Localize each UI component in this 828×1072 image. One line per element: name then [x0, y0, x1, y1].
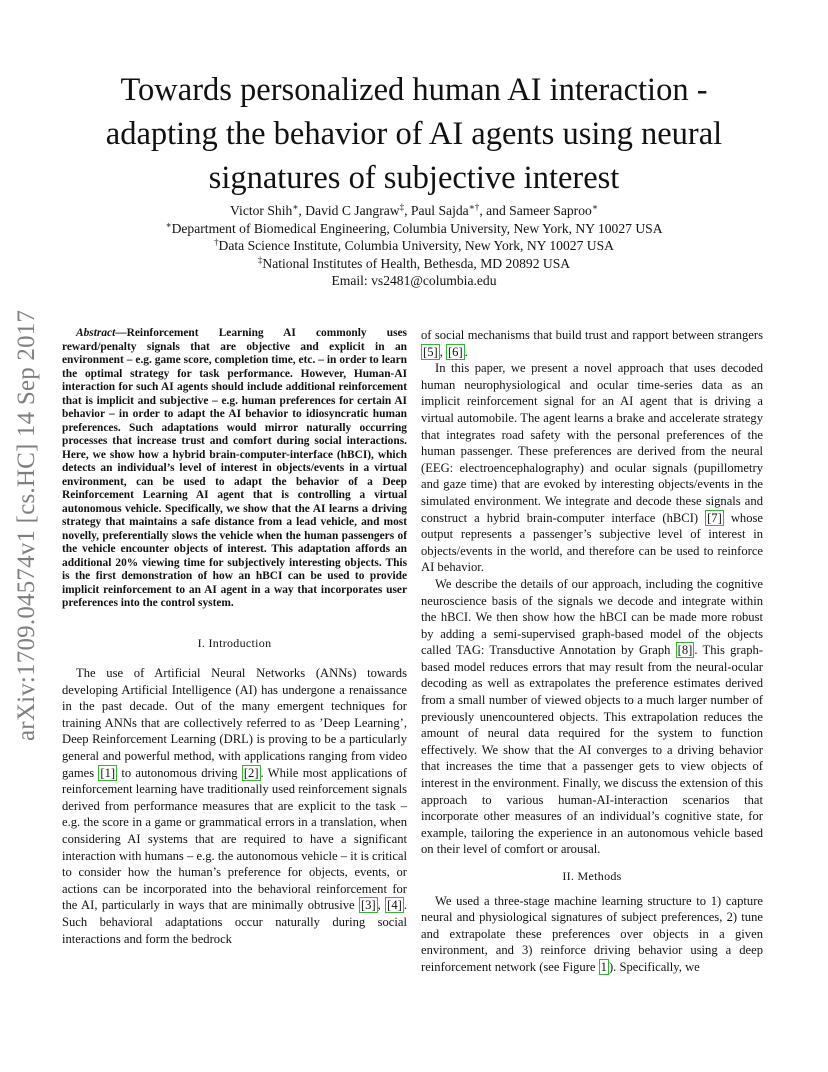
citation-link[interactable]: [8] — [677, 643, 693, 658]
arxiv-identifier: arXiv:1709.04574v1 [cs.HC] 14 Sep 2017 — [13, 309, 40, 741]
citation-link[interactable]: [6] — [447, 344, 463, 359]
author-email: Email: vs2481@columbia.edu — [331, 273, 497, 288]
abstract-label: Abstract — [76, 327, 116, 339]
figure-link[interactable]: 1 — [600, 959, 607, 974]
author-names: Victor Shih∗, David C Jangraw‡, Paul Sajda∗†, and Sameer Saproo∗ — [230, 202, 598, 218]
author-block — [60, 202, 768, 290]
intro-paragraph-continued: of social mechanisms that build trust and rapport between strangers [5] , [6] . — [421, 328, 763, 359]
intro-paragraph: In this paper, we present a novel approach that uses decoded human neurophysiological and ocular time-series data as an implicit reinforcement signal for an AI agent that is driving a virtual automobile. The agent learns a brake and accelerate strategy that integrates road safety with the personal preferences of the human passenger. These preferences are derived from the neural (EEG: electroencephalography) and ocular signals (pupillometry and gaze time) that are evoked by interesting objects/events in the simulated environment. We integrate and decode these signals and construct a hybrid brain-computer interface (hBCI) [7] whose output represents a passenger’s subjective level of interest in objects/events in the world, and therefore can be used to reinforce AI behavior. — [421, 361, 763, 575]
citation-link[interactable]: [7] — [707, 510, 722, 525]
intro-paragraph: The use of Artificial Neural Networks (ANNs) towards developing Artificial Intelligence (AI) has undergone a renaissance in the past decade. Out of the many emergent techniques for training ANNs that are collectively referred to as ’Deep Learning’, Deep Reinforcement Learning (DRL) is proving to be a particularly general and powerful method, with applications ranging from video games [1] to autonomous driving [2] . While most applications of reinforcement learning have traditionally used reinforcement signals derived from performance measures that are explicit to the task – e.g. the score in a game or grammatical errors in a translation, when considering AI systems that are required to have a significant interaction with humans – e.g. the autonomous vehicle – it is critical to consider how the human’s preference for objects, events, or actions can be incorporated into the behavioral reinforcement for the AI, particularly in ways that are minimally obtrusive [3] , [4] . Such behavioral adaptations occur naturally during social interactions and form the bedrock — [62, 666, 408, 946]
affiliation: ‡National Institutes of Health, Bethesda, MD 20892 USA — [257, 254, 571, 271]
intro-paragraph: We describe the details of our approach, including the cognitive neuroscience basis of the signals we decode and integrate within the hBCI. We then show how the hBCI can be made more robust by adding a semi-supervised graph-based model of the objects called TAG: Transductive Annotation by Graph [8] . This graph-based model reduces errors that may result from the neural-ocular decoding as well as extrapolates the preference estimates derived from a small number of viewed objects to a much larger number of previously unencountered objects. This extrapolation reduces the amount of neural data required for the system to function effectively. We show that the AI converges to a driving behavior that increases the time that a passenger gets to view objects of interest in the environment. Finally, we discuss the extension of this approach to various human-AI-interaction scenarios that incorporate other measures of an individual’s cognitive state, for example, tailoring the experience in an autonomous vehicle based on their level of comfort or arousal. — [421, 576, 763, 857]
left-column — [62, 327, 407, 947]
citation-link[interactable]: [5] — [423, 344, 438, 359]
abstract — [62, 327, 407, 611]
section-heading-introduction: I. Introduction — [197, 635, 272, 650]
paper-title — [60, 68, 768, 200]
affiliation: †Data Science Institute, Columbia University, New York, NY 10027 USA — [214, 237, 614, 253]
title-line: adapting the behavior of AI agents using neural — [105, 116, 723, 152]
affiliation: ∗Department of Biomedical Engineering, Columbia University, New York, NY 10027 USA — [165, 219, 663, 236]
citation-link[interactable]: [2] — [243, 765, 259, 780]
title-line: Towards personalized human AI interaction - — [120, 72, 708, 108]
section-heading-methods: II. Methods — [562, 869, 622, 883]
methods-paragraph: We used a three-stage machine learning structure to 1) capture neural and physiological signatures of subject preferences, 2) tune and extrapolate these preferences over objects in a given environment, and 3) reinforce driving behavior using a deep reinforcement network (see Figure 1 ). Specifically, we — [421, 893, 763, 974]
citation-link[interactable]: [1] — [100, 765, 116, 780]
right-column — [421, 327, 763, 976]
abstract-text: —Reinforcement Learning AI commonly uses reward/penalty signals that are objective and explicit in an environment – e.g. game score, completion time, etc. – in order to learn the optimal strategy for task performance. However, Human-AI interaction for such AI agents should include additional reinforcement that is implicit and subjective – e.g. human preferences for certain AI behavior – in order to adapt the AI behavior to idiosyncratic human preferences. Such adaptations would mirror naturally occurring processes that increase trust and comfort during social interactions. Here, we show how a hybrid brain-computer-interface (hBCI), which detects an individual’s level of interest in objects/events in a virtual environment, can be used to adapt the behavior of a Deep Reinforcement Learning AI agent that is controlling a virtual autonomous vehicle. Specifically, we show that the AI learns a driving strategy that maintains a safe distance from a lead vehicle, and most novelly, preferentially slows the vehicle when the human passengers of the vehicle encounter objects of interest. This adaptation affords an additional 20% viewing time for subjectively interesting objects. This is the first demonstration of how an hBCI can be used to provide implicit reinforcement to an AI agent in a way that incorporates user preferences into the control system. — [62, 327, 407, 609]
citation-link[interactable]: [4] — [387, 898, 402, 913]
citation-link[interactable]: [3] — [360, 898, 376, 913]
title-line: signatures of subjective interest — [208, 160, 620, 196]
